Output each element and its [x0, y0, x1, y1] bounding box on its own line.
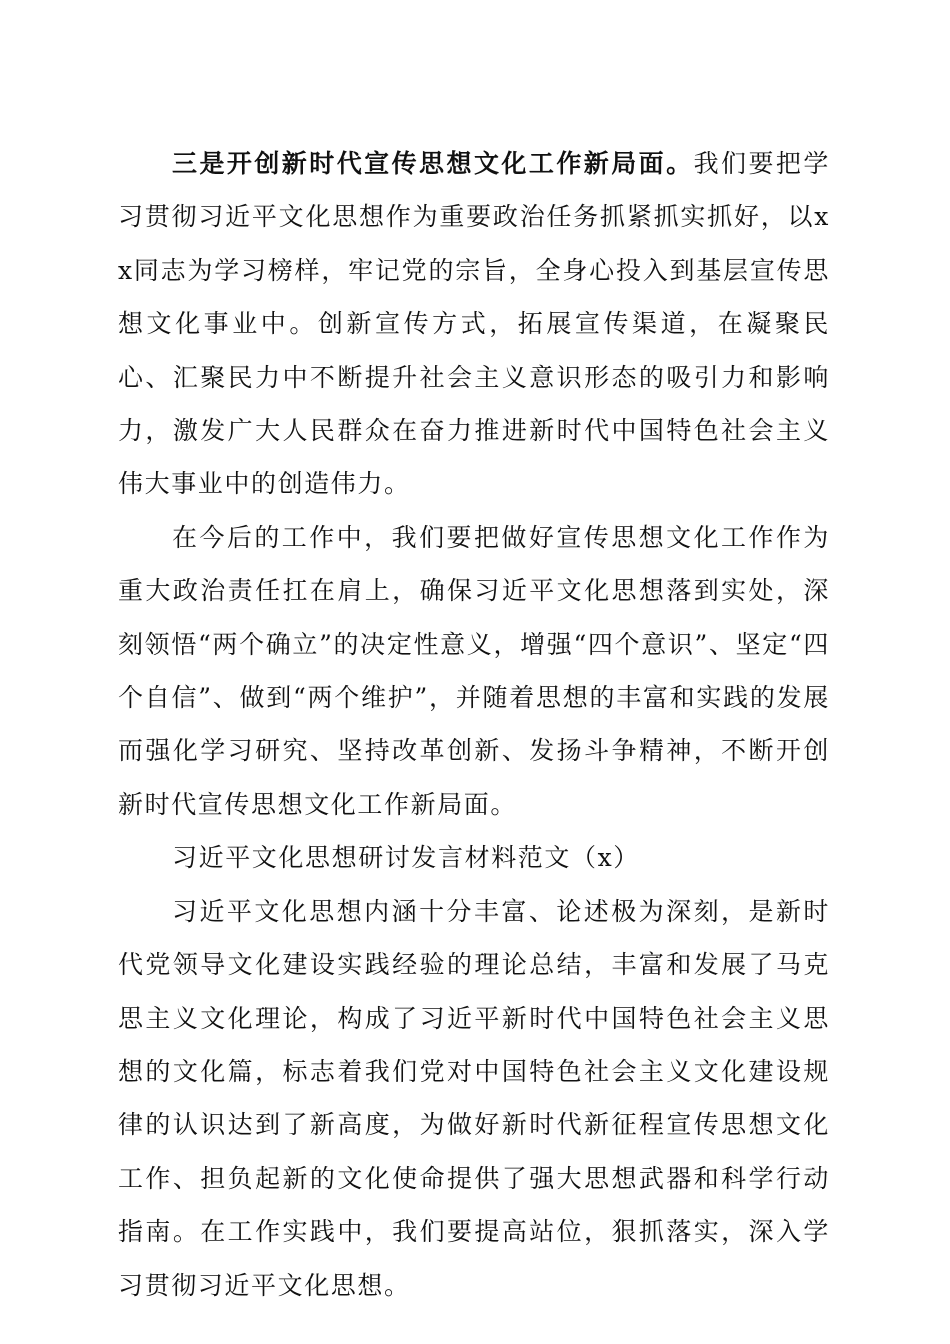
paragraph-innovation — [118, 137, 830, 511]
paragraph-lead-heading: 三是开创新时代宣传思想文化工作新局面。 — [172, 149, 694, 178]
section-title: 习近平文化思想研讨发言材料范文（x） — [172, 843, 640, 873]
paragraph-culture-thought: 习近平文化思想内涵十分丰富、论述极为深刻，是新时代党领导文化建设实践经验的理论总结，丰富和发展了马克思主义文化理论，构成了习近平新时代中国特色社会主义思想的文化篇，标志着我们党对中国特色社会主义文化建设规律的认识达到了新高度，为做好新时代新征程宣传思想文化工作、担负起新的文化使命提供了强大思想武器和科学行动指南。在工作实践中，我们要提高站位，狠抓落实，深入学习贯彻习近平文化思想。 — [118, 896, 830, 1300]
paragraph-future-work: 在今后的工作中，我们要把做好宣传思想文化工作作为重大政治责任扛在肩上，确保习近平文化思想落到实处，深刻领悟“两个确立”的决定性意义，增强“四个意识”、坚定“四个自信”、做到“两个维护”，并随着思想的丰富和实践的发展而强化学习研究、坚持改革创新、发扬斗争精神，不断开创新时代宣传思想文化工作新局面。 — [118, 522, 830, 819]
paragraph-text: 我们要把学习贯彻习近平文化思想作为重要政治任务抓紧抓实抓好，以xx同志为学习榜样，牢记党的宗旨，全身心投入到基层宣传思想文化事业中。创新宣传方式，拓展宣传渠道，在凝聚民心、汇聚民力中不断提升社会主义意识形态的吸引力和影响力，激发广大人民群众在奋力推进新时代中国特色社会主义伟大事业中的创造伟力。 — [118, 149, 830, 499]
document-body — [118, 137, 830, 1312]
